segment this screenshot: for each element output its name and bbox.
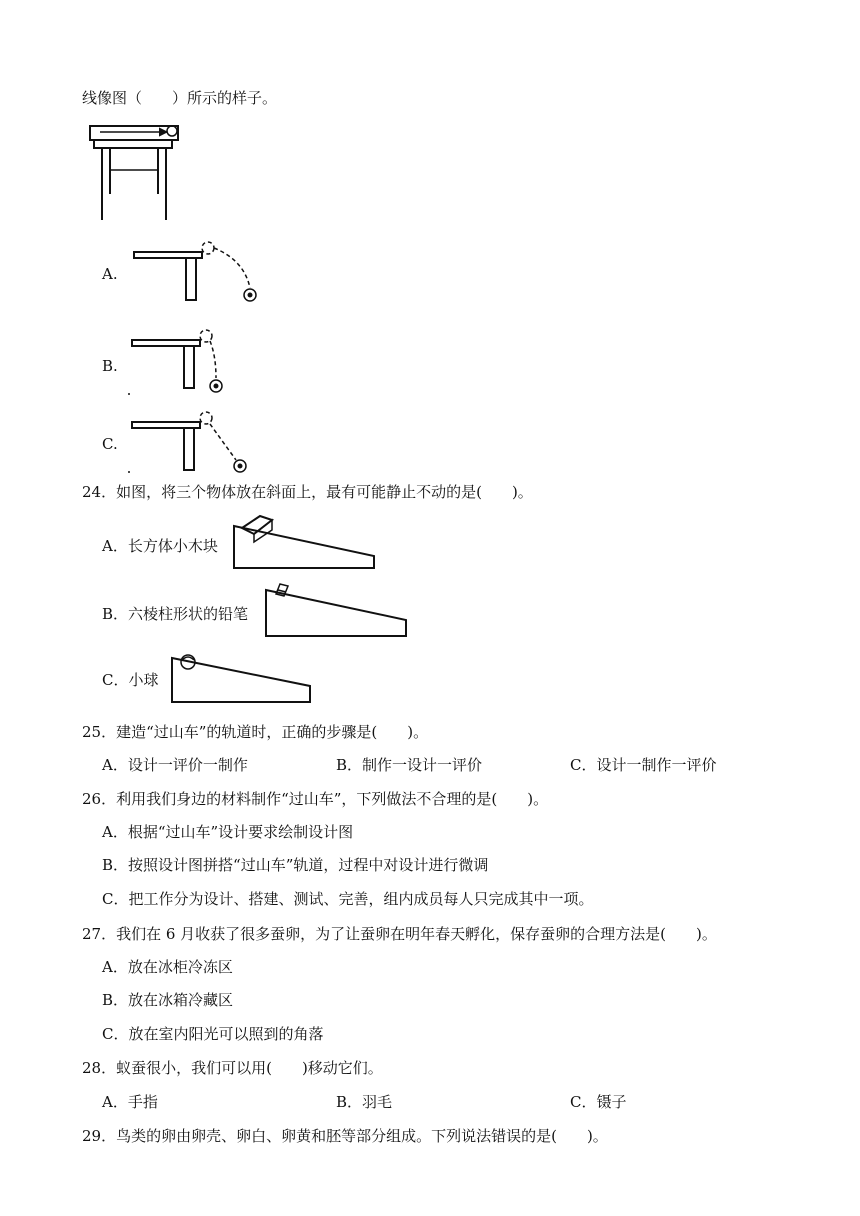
- q25-option-b[interactable]: B．制作一设计一评价: [336, 756, 483, 774]
- q23-option-a-label[interactable]: A.: [102, 265, 118, 283]
- q27-stem: 27．我们在 6 月收获了很多蚕卵，为了让蚕卵在明年春天孵化，保存蚕卵的合理方法是( )。: [82, 925, 717, 943]
- q28-option-a[interactable]: A．手指: [102, 1093, 158, 1111]
- q28-stem: 28．蚁蚕很小，我们可以用( )移动它们。: [82, 1059, 383, 1077]
- q26-stem: 26．利用我们身边的材料制作“过山车”，下列做法不合理的是( )。: [82, 790, 549, 808]
- trajectory-a-figure: [132, 238, 262, 308]
- q26-option-a[interactable]: A．根据“过山车”设计要求绘制设计图: [102, 823, 354, 841]
- q25-option-c[interactable]: C．设计一制作一评价: [570, 756, 717, 774]
- q24-option-c[interactable]: C．小球: [102, 671, 159, 689]
- q26-option-b[interactable]: B．按照设计图拼搭“过山车”轨道，过程中对设计进行微调: [102, 856, 489, 874]
- trajectory-b-figure: [128, 326, 238, 396]
- q23-option-c-label[interactable]: C.: [102, 435, 118, 453]
- q25-option-a[interactable]: A．设计一评价一制作: [102, 756, 248, 774]
- slope-ball-figure: [170, 650, 316, 706]
- q23-stem-tail: 线像图（ ）所示的样子。: [82, 89, 278, 107]
- q24-stem: 24．如图，将三个物体放在斜面上，最有可能静止不动的是( )。: [82, 483, 533, 501]
- q26-option-c[interactable]: C．把工作分为设计、搭建、测试、完善，组内成员每人只完成其中一项。: [102, 890, 594, 908]
- q25-stem: 25．建造“过山车”的轨道时，正确的步骤是( )。: [82, 723, 429, 741]
- q28-option-c[interactable]: C．镊子: [570, 1093, 627, 1111]
- slope-pencil-figure: [264, 580, 410, 640]
- q24-option-b[interactable]: B．六棱柱形状的铅笔: [102, 605, 249, 623]
- trajectory-c-figure: [128, 408, 258, 478]
- q24-option-a[interactable]: A．长方体小木块: [102, 537, 218, 555]
- q27-option-a[interactable]: A．放在冰柜冷冻区: [102, 958, 233, 976]
- slope-wood-block-figure: [232, 512, 378, 572]
- q28-option-b[interactable]: B．羽毛: [336, 1093, 393, 1111]
- q23-option-b-label[interactable]: B.: [102, 357, 118, 375]
- q27-option-c[interactable]: C．放在室内阳光可以照到的角落: [102, 1025, 324, 1043]
- table-ball-figure: [86, 122, 186, 224]
- q29-stem: 29．鸟类的卵由卵壳、卵白、卵黄和胚等部分组成。下列说法错误的是( )。: [82, 1127, 608, 1145]
- q27-option-b[interactable]: B．放在冰箱冷藏区: [102, 991, 234, 1009]
